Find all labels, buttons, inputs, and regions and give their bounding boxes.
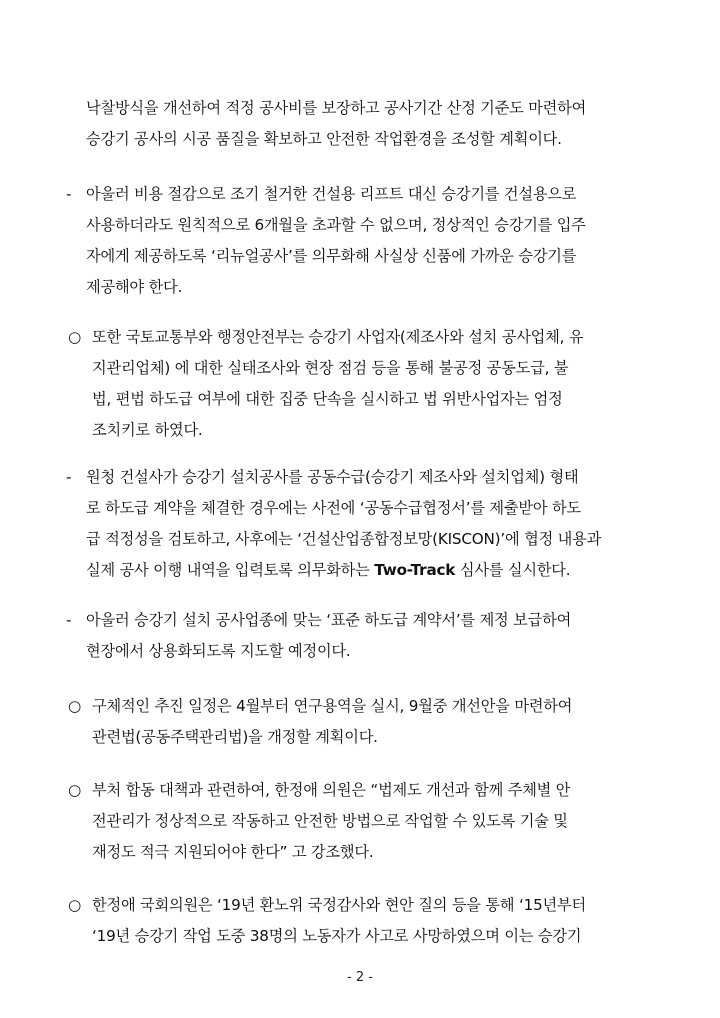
text-line: 또한 국토교통부와 행정안전부는 승강기 사업자(제조사와 설치 공사업체, 유: [92, 328, 584, 346]
circle-bullet: ○: [68, 697, 82, 715]
text-line: 제공해야 한다.: [86, 278, 183, 296]
text-line: 아울러 비용 절감으로 조기 철거한 건설용 리프트 대신 승강기를 건설용으로: [86, 185, 577, 203]
text-line: 급 적정성을 검토하고, 사후에는 ‘건설산업종합정보망(KISCON)’에 협정 내용과: [86, 530, 602, 548]
paragraph-circle: [92, 775, 652, 868]
text-line: 낙찰방식을 개선하여 적정 공사비를 보장하고 공사기간 산정 기준도 마련하여: [86, 99, 587, 117]
paragraph-circle: [92, 890, 652, 952]
bold-term: Two-Track: [374, 561, 456, 579]
paragraph-dash: [86, 462, 652, 586]
circle-bullet: ○: [68, 328, 82, 346]
paragraph-dash: [86, 179, 652, 303]
dash-bullet: -: [66, 468, 72, 486]
text-line: 부처 합동 대책과 관련하여, 한정애 의원은 “법제도 개선과 함께 주체별 안: [92, 781, 571, 799]
text-line: 승강기 공사의 시공 품질을 확보하고 안전한 작업환경을 조성할 계획이다.: [86, 130, 562, 148]
page-number: - 2 -: [347, 970, 373, 985]
paragraph-circle: [92, 322, 652, 446]
text-line: ‘19년 승강기 작업 도중 38명의 노동자가 사고로 사망하였으며 이는 승강기: [92, 927, 582, 945]
text-segment: 실제 공사 이행 내역을 입력토록 의무화하는: [86, 561, 375, 579]
text-line: 한정애 국회의원은 ‘19년 환노위 국정감사와 현안 질의 등을 통해 ‘15년부터: [92, 896, 586, 914]
text-line: 원청 건설사가 승강기 설치공사를 공동수급(승강기 제조사와 설치업체) 형태: [86, 468, 579, 486]
circle-bullet: ○: [68, 781, 82, 799]
text-line: 재정도 적극 지원되어야 한다” 고 강조했다.: [92, 843, 374, 861]
text-line: 자에게 제공하도록 ‘리뉴얼공사’를 의무화해 사실상 신품에 가까운 승강기를: [86, 247, 577, 265]
text-line: 아울러 승강기 설치 공사업종에 맞는 ‘표준 하도급 계약서’를 제정 보급하여: [86, 611, 572, 629]
text-line: 관련법(공동주택관리법)을 개정할 계획이다.: [92, 728, 378, 746]
paragraph-dash: [86, 605, 652, 667]
dash-bullet: -: [66, 185, 72, 203]
text-line: 조치키로 하였다.: [92, 421, 203, 439]
paragraph-continuation: [86, 93, 652, 155]
text-line: 로 하도급 계약을 체결한 경우에는 사전에 ‘공동수급협정서’를 제출받아 하도: [86, 499, 581, 517]
paragraph-circle: [92, 691, 652, 753]
text-segment: 심사를 실시한다.: [455, 561, 571, 579]
text-line: [86, 555, 652, 586]
text-line: 구체적인 추진 일정은 4월부터 연구용역을 실시, 9월중 개선안을 마련하여: [92, 697, 573, 715]
text-line: 법, 편법 하도급 여부에 대한 집중 단속을 실시하고 법 위반사업자는 엄정: [92, 390, 563, 408]
text-line: 지관리업체) 에 대한 실태조사와 현장 점검 등을 통해 불공정 공동도급, 불: [92, 359, 569, 377]
circle-bullet: ○: [68, 896, 82, 914]
text-line: 사용하더라도 원칙적으로 6개월을 초과할 수 없으며, 정상적인 승강기를 입주: [86, 216, 586, 234]
dash-bullet: -: [66, 611, 72, 629]
text-line: 현장에서 상용화되도록 지도할 예정이다.: [86, 642, 351, 660]
text-line: 전관리가 정상적으로 작동하고 안전한 방법으로 작업할 수 있도록 기술 및: [92, 812, 568, 830]
